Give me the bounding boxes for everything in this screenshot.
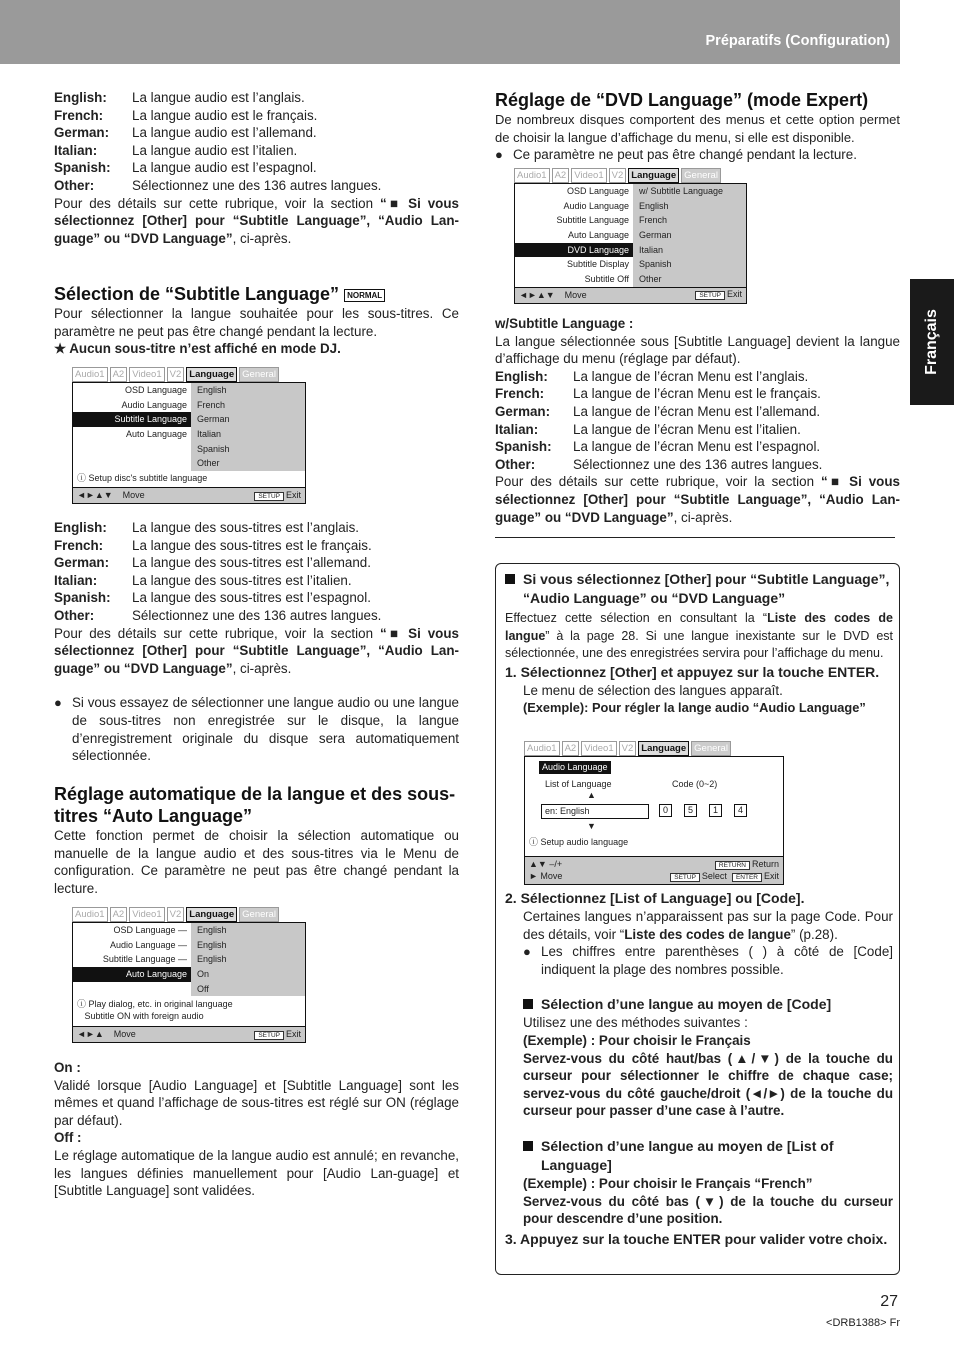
osd-item[interactable]	[73, 982, 191, 997]
osd-tab[interactable]: General	[239, 907, 279, 922]
page-header	[0, 0, 900, 64]
language-tab	[910, 279, 954, 405]
code-osd-screen: Audio1 A2 Video1 V2 Language General Audio Language List of Language Code (0~2) ▲ en: English 0 5 1 4 ▼ ⓘ Setup audio language ▲▼ –/+ RETURN Return ► Move SETUP Select ENTER Exit	[524, 741, 784, 885]
auto-intro: Cette fonction permet de choisir la sélection automatique ou manuelle de la langue audio et des sous-titres via le Menu de configuration. Ce paramètre ne peut pas être changé pendant la lecture.	[54, 828, 459, 896]
divider	[495, 537, 895, 538]
dvd-language-section: Réglage de “DVD Language” (mode Expert) De nombreux disques comportent des menus et cette option permet de choisir la langue d’affichage du menu, si elle est disponible. ● Ce paramètre ne peut pas être changé pendant la lecture.	[495, 90, 900, 163]
osd-item[interactable]: Subtitle Display	[566, 259, 629, 270]
osd-item[interactable]: Auto Language	[567, 230, 629, 241]
term: Other:	[54, 607, 95, 623]
term: Spanish:	[54, 590, 111, 606]
osd-option[interactable]: Off	[191, 982, 305, 997]
osd-option[interactable]: English	[191, 923, 305, 938]
term-desc: La langue de l’écran Menu est l’allemand.	[573, 403, 821, 419]
info-lines: ⓘ Play dialog, etc. in original language Subtitle ON with foreign audio	[77, 999, 233, 1022]
dvd-osd-screen: Audio1 A2 Video1 V2 Language General OSD Language w/ Subtitle Language Audio Language English Subtitle Language French Auto Language German DVD Language Italian Subtitle Display Spanish Subtitle Off Other ◄►▲▼ Move SETUP Exit	[514, 168, 747, 304]
osd-tab[interactable]: Audio1	[524, 741, 560, 756]
auto-language-heading: Réglage automatique de la langue et des sous-titres “Auto Language”	[54, 784, 456, 826]
language-select[interactable]: en: English	[541, 804, 649, 819]
osd-tab[interactable]: A2	[552, 168, 570, 183]
subtitle-osd-screen: Audio1 A2 Video1 V2 Language General OSD Language English Audio Language French Subtitle Language German Auto Language Italian Spanish Other ⓘ Setup disc's subtitle language ◄►▲▼ Move SETUP Exit	[72, 367, 306, 504]
audio-language-list: English: La langue audio est l’anglais. French: La langue audio est le français. German: La langue audio est l’allemand. Italian: La langue audio est l’italien. Spanish: La langue audio est l’espagnol. Other: Sélectionnez une des 136 autres langues. Pour des détails sur cette rubrique, voir la section “■ Si vous sélectionnez [Other] pour “Subtitle Language”, “Audio Lan-guage” ou “DVD Language”, ci-après.	[54, 90, 459, 246]
auto-language-section	[54, 783, 459, 897]
term: German:	[495, 403, 551, 419]
osd-item[interactable]: Auto Language	[125, 429, 187, 440]
term: French:	[54, 107, 104, 123]
term: French:	[495, 386, 545, 402]
osd-item[interactable]: Audio Language	[563, 200, 629, 211]
dvd-intro: De nombreux disques comportent des menus et cette option permet de choisir la langue d’affichage du menu, si elle est disponible.	[495, 112, 900, 145]
osd-tab[interactable]: General	[239, 367, 279, 382]
auto-osd-screen: Audio1 A2 Video1 V2 Language General OSD Language — English Audio Language — English Subtitle Language — English Auto Language On Off ⓘ Play dialog, etc. in original language Subtitle ON with foreign audio ◄►▲ Move SETUP Exit	[72, 907, 306, 1043]
osd-tab[interactable]: Video1	[129, 367, 164, 382]
term-desc: La langue audio est le français.	[132, 107, 318, 123]
osd-tab[interactable]: Audio1	[72, 367, 108, 382]
osd-item[interactable]: DVD Language	[515, 243, 633, 258]
term: Italian:	[54, 572, 98, 588]
term: Spanish:	[495, 439, 552, 455]
osd-tab[interactable]: General	[691, 741, 731, 756]
osd-tab[interactable]: Audio1	[514, 168, 550, 183]
osd-tab[interactable]: V2	[619, 741, 637, 756]
osd-option[interactable]: English	[191, 952, 305, 967]
osd-item[interactable]: Subtitle Off	[584, 274, 629, 285]
osd-item[interactable]	[73, 456, 191, 471]
osd-option[interactable]: Spanish	[191, 442, 305, 457]
subtitle-bullet: Si vous essayez de sélectionner une langue audio ou une langue de sous-titres non enregistrée sur le disque, la langue d’enregistrement originale du disque sera automatiquement sélectionnée.	[72, 695, 459, 764]
osd-option[interactable]: English	[191, 938, 305, 953]
language-tab-label: Français	[923, 309, 941, 375]
code-digit[interactable]: 5	[684, 804, 697, 817]
dvd-heading: Réglage de “DVD Language” (mode Expert)	[495, 90, 869, 110]
osd-item[interactable]: OSD Language	[566, 186, 629, 196]
osd-tab[interactable]: Video1	[571, 168, 606, 183]
osd-tab[interactable]: A2	[110, 367, 128, 382]
osd-option[interactable]: On	[191, 967, 305, 982]
term: English:	[495, 368, 548, 384]
osd-option[interactable]: Italian	[633, 243, 746, 258]
term: German:	[54, 555, 110, 571]
term-desc: La langue audio est l’anglais.	[132, 90, 305, 105]
osd-tab[interactable]: Language	[186, 367, 237, 382]
osd-option[interactable]: English	[633, 199, 746, 214]
subtitle-section	[54, 283, 459, 358]
osd-tab[interactable]: Language	[638, 741, 689, 756]
term: French:	[54, 537, 104, 553]
other-steps: 2. Sélectionnez [List of Language] ou [Code]. Certaines langues n’apparaissent pas sur la page Code. Pour des détails, voir “Liste des codes de langue” (p.28). ● Les chiffres entre parenthèses ( ) à côté de [Code] indiquent la plage des nombres possible. Sélection d’une langue au moyen de [Code] Utilisez une des méthodes suivantes : (Exemple) : Pour choisir le Français Servez-vous du côté haut/bas (▲/▼) de la touche du curseur pour sélectionner le chiffre de chaque case; servez-vous du côté gauche/droit (◄/►) de la touche du curseur pour passer d’une case à l’autre. Sélection d’une langue au moyen de [List of Language] (Exemple) : Pour choisir le Français “French” Servez-vous du côté bas (▼) de la touche du curseur pour descendre d’une position. 3. Appuyez sur la touche ENTER pour valider votre choix.	[505, 890, 893, 1247]
osd-option[interactable]: Other	[633, 272, 746, 287]
term: English:	[54, 90, 107, 105]
osd-option[interactable]: w/ Subtitle Language	[633, 184, 746, 199]
osd-item[interactable]: Audio Language	[121, 399, 187, 410]
osd-tab[interactable]: Language	[628, 168, 679, 183]
term-desc: Sélectionnez une des 136 autres langues.	[132, 607, 382, 623]
term: German:	[54, 125, 110, 141]
term-desc: La langue audio est l’allemand.	[132, 125, 317, 141]
osd-item[interactable]: OSD Language	[124, 385, 187, 395]
osd-item[interactable]: Auto Language	[73, 967, 191, 982]
term-desc: La langue de l’écran Menu est l’anglais.	[573, 368, 809, 384]
info-line: ⓘ Setup disc's subtitle language	[77, 473, 208, 484]
term: Spanish:	[54, 160, 111, 176]
doc-code: <DRB1388> Fr	[826, 1317, 900, 1329]
subtitle-intro: Pour sélectionner la langue souhaitée pour les sous-titres. Ce paramètre ne peut pas être changé pendant la lecture.	[54, 306, 459, 339]
term-desc: La langue de l’écran Menu est l’espagnol.	[573, 439, 821, 455]
term: Other:	[54, 177, 95, 193]
term-desc: La langue des sous-titres est l’allemand.	[132, 555, 371, 571]
osd-tab[interactable]: V2	[609, 168, 627, 183]
osd-option[interactable]: Other	[191, 456, 305, 471]
subtitle-heading: Sélection de “Subtitle Language” NORMAL	[54, 283, 459, 305]
term: English:	[54, 520, 107, 535]
term: Other:	[495, 456, 536, 472]
osd-item[interactable]: OSD Language —	[113, 925, 187, 935]
other-language-content: Si vous sélectionnez [Other] pour “Subtitle Language”, “Audio Language” ou “DVD Language” Effectuez cette sélection en consultant la “Liste des codes de langue” à la page 28. Si une langue inexistante sur le DVD est sélectionnée, une des enregistrées servira pour l’affichage du menu. 1. Sélectionnez [Other] et appuyez sur la touche ENTER. Le menu de sélection des langues apparaît. (Exemple): Pour régler la lange audio “Audio Language”	[505, 571, 893, 716]
term-desc: La langue de l’écran Menu est l’italien.	[573, 421, 801, 437]
osd-option[interactable]: French	[191, 398, 305, 413]
osd-option[interactable]: German	[633, 228, 746, 243]
auto-options: On : Validé lorsque [Audio Language] et [Subtitle Language] sont les mêmes et quand l’affichage de sous-titres est réglé sur ON (réglage par défaut). Off : Le réglage automatique de la langue audio est annulé; en revanche, les langues définies manuellement pour [Audio Lan-guage] et [Subtitle Language] sont validées.	[54, 1060, 459, 1199]
dj-note: ★ Aucun sous-titre n’est affiché en mode DJ.	[54, 341, 341, 357]
osd-tab[interactable]: A2	[562, 741, 580, 756]
osd-tab[interactable]: Language	[186, 907, 237, 922]
term-desc: La langue des sous-titres est le français.	[132, 537, 372, 553]
osd-item[interactable]: Subtitle Language	[73, 412, 191, 427]
term-desc: La langue audio est l’espagnol.	[132, 160, 317, 176]
osd-option[interactable]: Spanish	[633, 257, 746, 272]
osd-option[interactable]: French	[633, 213, 746, 228]
subtitle-language-list: English: La langue des sous-titres est l’anglais. French: La langue des sous-titres est le français. German: La langue des sous-titres est l’allemand. Italian: La langue des sous-titres est l’italien. Spanish: La langue des sous-titres est l’espagnol. Other: Sélectionnez une des 136 autres langues. Pour des détails sur cette rubrique, voir la section “■ Si vous sélectionnez [Other] pour “Subtitle Language”, “Audio Lan-guage” ou “DVD Language”, ci-après. ● Si vous essayez de sélectionner une langue audio ou une langue de sous-titres non enregistrée sur le disque, la langue d’enregistrement originale du disque sera automatiquement sélectionnée.	[54, 520, 459, 764]
osd-tab[interactable]: Video1	[129, 907, 164, 922]
osd-option[interactable]: German	[191, 412, 305, 427]
osd-tab[interactable]: General	[681, 168, 721, 183]
osd-tab[interactable]: Audio1	[72, 907, 108, 922]
osd-item[interactable]: Subtitle Language —	[102, 954, 187, 965]
osd-tab[interactable]: V2	[167, 367, 185, 382]
osd-item[interactable]	[73, 442, 191, 457]
osd-tab[interactable]: Video1	[581, 741, 616, 756]
term-desc: La langue des sous-titres est l’espagnol.	[132, 590, 371, 606]
code-digit[interactable]: 0	[659, 804, 672, 817]
code-digit[interactable]: 1	[709, 804, 722, 817]
normal-mode-badge: NORMAL	[344, 289, 385, 302]
osd-tab[interactable]: V2	[167, 907, 185, 922]
osd-item[interactable]: Subtitle Language	[556, 215, 629, 226]
term-desc: La langue des sous-titres est l’anglais.	[132, 520, 360, 535]
term-desc: La langue des sous-titres est l’italien.	[132, 572, 352, 588]
osd-tab[interactable]: A2	[110, 907, 128, 922]
code-digit[interactable]: 4	[734, 804, 747, 817]
osd-option[interactable]: Italian	[191, 427, 305, 442]
term: Italian:	[54, 142, 98, 158]
term-desc: Sélectionnez une des 136 autres langues.	[573, 456, 823, 472]
section-title: Préparatifs (Configuration)	[705, 33, 890, 49]
term-desc: Sélectionnez une des 136 autres langues.	[132, 177, 382, 193]
term-desc: La langue audio est l’italien.	[132, 142, 298, 158]
dvd-language-list: w/Subtitle Language : La langue sélectionnée sous [Subtitle Language] devient la langue d’affichage du menu (réglage par défaut). English: La langue de l’écran Menu est l’anglais. French: La langue de l’écran Menu est le français. German: La langue de l’écran Menu est l’allemand. Italian: La langue de l’écran Menu est l’italien. Spanish: La langue de l’écran Menu est l’espagnol. Other: Sélectionnez une des 136 autres langues. Pour des détails sur cette rubrique, voir la section “■ Si vous sélectionnez [Other] pour “Subtitle Language”, “Audio Lan-guage” ou “DVD Language”, ci-après.	[495, 316, 900, 525]
osd-option[interactable]: English	[191, 383, 305, 398]
osd-item[interactable]: Audio Language —	[109, 939, 187, 950]
page-number: 27	[880, 1293, 898, 1310]
term: Italian:	[495, 421, 539, 437]
term-desc: La langue de l’écran Menu est le français.	[573, 386, 821, 402]
